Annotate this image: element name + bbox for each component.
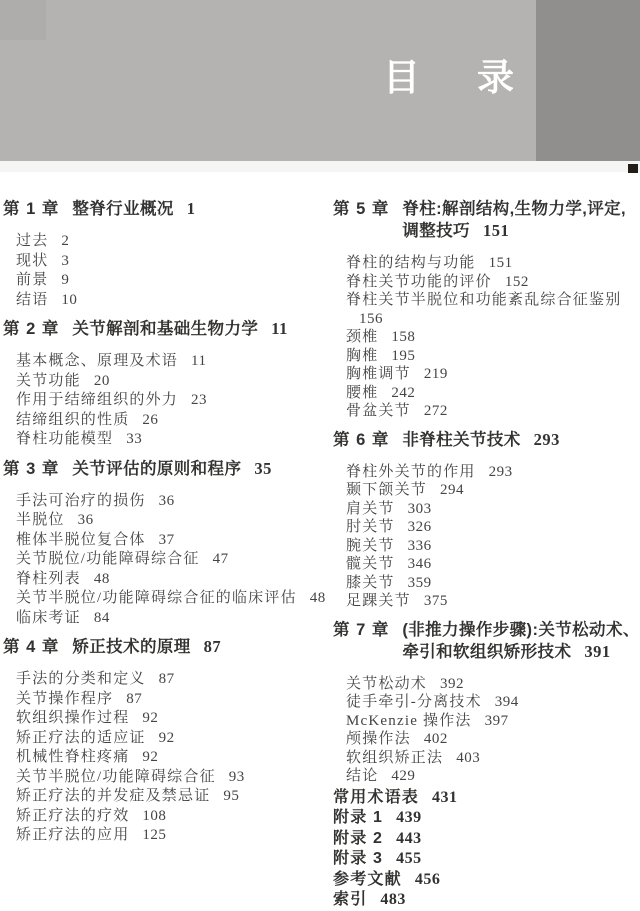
toc-item-page-number: 242 (391, 384, 416, 401)
toc-item-title: 结论 (346, 768, 379, 784)
chapter-heading (3, 198, 333, 220)
toc-item (3, 807, 333, 827)
toc-item-title: 关节半脱位/功能障碍综合征的临床评估 (16, 590, 297, 606)
backmatter-item (333, 788, 640, 809)
header-banner (0, 0, 640, 161)
chapter-label: 第 6 章 (333, 430, 390, 449)
toc-item (333, 347, 640, 366)
toc-item-title: 机械性脊柱疼痛 (16, 749, 130, 765)
backmatter-page-number: 483 (380, 891, 406, 908)
toc-item-page-number: 3 (61, 252, 70, 269)
chapter-page-number: 87 (203, 637, 222, 656)
toc-item-title: 关节半脱位/功能障碍综合征 (16, 768, 216, 785)
toc-item (333, 574, 640, 593)
toc-item (333, 402, 640, 421)
toc-item (3, 709, 333, 729)
toc-item-title: 徒手牵引-分离技术 (346, 694, 482, 710)
toc-item-page-number: 95 (223, 788, 240, 804)
chapter-label: 第 3 章 (3, 459, 60, 478)
toc-item-title: 关节脱位/功能障碍综合征 (16, 551, 200, 567)
toc-item (333, 291, 640, 328)
toc-item (3, 768, 333, 788)
corner-mark (628, 164, 638, 173)
toc-item-page-number: 158 (391, 329, 416, 345)
toc-item-title: 结语 (16, 291, 49, 308)
backmatter-item (333, 849, 640, 870)
toc-chapter (333, 198, 640, 421)
toc-item-title: 颈椎 (346, 329, 379, 345)
chapter-title: 整脊行业概况 1 (72, 199, 196, 218)
toc-item-page-number: 359 (407, 574, 432, 591)
toc-item (333, 592, 640, 611)
toc-item-title: 脊柱关节半脱位和功能紊乱综合征鉴别 (346, 292, 622, 308)
toc-item (333, 767, 640, 786)
toc-item-title: 软组织操作过程 (16, 710, 130, 726)
toc-item (3, 550, 333, 570)
toc-item (333, 365, 640, 384)
toc-item (3, 690, 333, 710)
toc-item-page-number: 10 (61, 291, 78, 308)
toc-chapter (3, 458, 333, 629)
toc-item (3, 609, 333, 629)
toc-item-title: 矫正疗法的并发症及禁忌证 (16, 788, 211, 804)
toc-item-title: 腰椎 (346, 384, 379, 401)
toc-item-title: 矫正疗法的疗效 (16, 807, 130, 824)
chapter-label: 第 4 章 (3, 638, 60, 656)
banner-dark-panel (536, 0, 640, 161)
toc-item-page-number: 48 (309, 590, 326, 606)
toc-item-page-number: 219 (423, 366, 448, 382)
toc-item-page-number: 9 (61, 272, 70, 288)
toc-item-page-number: 272 (423, 403, 448, 419)
toc-item-page-number: 87 (126, 690, 143, 707)
toc-item (3, 670, 333, 690)
toc-item-page-number: 47 (212, 551, 229, 567)
toc-item (3, 430, 333, 450)
toc-item-page-number: 152 (504, 273, 529, 290)
toc-item-title: 脊柱关节功能的评价 (346, 273, 492, 290)
toc-item-title: 脊柱的结构与功能 (346, 255, 476, 271)
toc-item (3, 372, 333, 392)
toc-item-page-number: 93 (228, 768, 245, 785)
backmatter-title: 索引 (333, 891, 368, 908)
chapter-page-number: 151 (482, 221, 510, 240)
toc-item (333, 675, 640, 694)
chapter-page-number: 35 (254, 458, 272, 478)
toc-item (333, 537, 640, 556)
toc-item-title: 临床考证 (16, 609, 81, 626)
toc-item-title: 肩关节 (346, 500, 395, 517)
backmatter-item (333, 890, 640, 911)
toc-chapter (333, 429, 640, 611)
toc-item (3, 570, 333, 590)
toc-item-title: 前景 (16, 272, 49, 288)
toc-item-page-number: 92 (142, 749, 159, 765)
toc-item (3, 826, 333, 846)
toc-item (3, 252, 333, 272)
toc-item-title: 肘关节 (346, 519, 395, 535)
toc-item-page-number: 195 (391, 347, 416, 364)
toc-item (333, 712, 640, 731)
toc-item (3, 511, 333, 531)
chapter-heading (333, 198, 640, 242)
toc-chapter (333, 619, 640, 786)
toc-item-page-number: 36 (158, 492, 175, 509)
backmatter-page-number: 439 (396, 809, 422, 826)
toc-item-page-number: 156 (359, 310, 383, 327)
toc-item (333, 273, 640, 292)
backmatter-page-number: 431 (432, 788, 458, 806)
backmatter-title: 参考文献 (333, 870, 402, 888)
toc-item (333, 481, 640, 500)
toc-item-page-number: 87 (158, 671, 175, 687)
toc-item-page-number: 26 (142, 411, 159, 428)
toc-chapter (3, 636, 333, 846)
toc-item (3, 589, 333, 609)
toc-chapter (3, 318, 333, 450)
backmatter-item (333, 829, 640, 850)
toc-item-page-number: 36 (77, 512, 94, 528)
toc-item (333, 749, 640, 768)
toc-item (3, 291, 333, 311)
chapter-title: 关节评估的原则和程序 35 (72, 458, 272, 478)
toc-item-title: 关节功能 (16, 372, 81, 389)
toc-item-page-number: 2 (61, 233, 70, 249)
backmatter-item (333, 870, 640, 891)
toc-item (3, 748, 333, 768)
chapter-heading (333, 619, 640, 663)
toc-item-page-number: 23 (191, 392, 208, 408)
toc-item (3, 787, 333, 807)
toc-item-page-number: 293 (488, 463, 513, 480)
backmatter-title: 附录 2 (333, 829, 384, 847)
chapter-label: 第 2 章 (3, 320, 60, 338)
toc-item-title: 椎体半脱位复合体 (16, 531, 146, 548)
toc-item-title: 关节操作程序 (16, 690, 114, 707)
toc-item-title: 胸椎调节 (346, 366, 411, 382)
toc-item-page-number: 346 (407, 556, 432, 572)
chapter-title: (非推力操作步骤):关节松动术、牵引和软组织矫形技术 391 (402, 620, 640, 661)
toc-item (3, 531, 333, 551)
toc-item (3, 391, 333, 411)
toc-chapter (3, 198, 333, 310)
chapter-heading (3, 636, 333, 658)
toc-item-title: 脊柱外关节的作用 (346, 463, 476, 480)
toc-item-page-number: 11 (191, 353, 207, 369)
chapter-heading (3, 318, 333, 340)
toc-item-title: 胸椎 (346, 347, 379, 364)
toc-item-title: 髋关节 (346, 556, 395, 572)
toc-item-title: 脊柱列表 (16, 570, 81, 587)
chapter-heading (333, 429, 640, 451)
toc-item (333, 500, 640, 519)
toc-backmatter (333, 788, 640, 911)
toc-item-title: 现状 (16, 252, 49, 269)
toc-item (333, 693, 640, 712)
toc-item-page-number: 392 (440, 675, 465, 692)
toc-item-title: McKenzie 操作法 (346, 712, 472, 729)
toc-item-title: 矫正疗法的适应证 (16, 729, 146, 746)
banner-corner-square (0, 0, 46, 40)
toc-item-title: 软组织矫正法 (346, 749, 444, 766)
backmatter-page-number: 443 (396, 829, 422, 847)
toc-item-page-number: 37 (158, 531, 175, 548)
toc-item (333, 518, 640, 537)
toc-item-title: 颅操作法 (346, 731, 411, 747)
backmatter-title: 附录 1 (333, 809, 384, 826)
backmatter-title: 附录 3 (333, 850, 384, 867)
toc-item-page-number: 92 (142, 710, 159, 726)
toc-item-page-number: 402 (423, 731, 448, 747)
toc-item-title: 过去 (16, 233, 49, 249)
toc-item-page-number: 92 (158, 729, 175, 746)
chapter-title: 矫正技术的原理 87 (72, 637, 222, 656)
backmatter-page-number: 455 (396, 850, 422, 867)
toc-item-page-number: 151 (488, 255, 513, 271)
chapter-title: 关节解剖和基础生物力学 11 (72, 319, 288, 338)
toc-item-title: 颞下颌关节 (346, 482, 428, 498)
toc-item (3, 232, 333, 252)
toc-item (333, 730, 640, 749)
toc-item-page-number: 33 (126, 431, 143, 447)
toc-content (0, 172, 640, 911)
toc-item (333, 328, 640, 347)
toc-column-left (3, 198, 333, 911)
chapter-heading (3, 458, 333, 480)
toc-item-title: 手法可治疗的损伤 (16, 492, 146, 509)
page-title: 目 录 (383, 57, 524, 98)
toc-item (3, 352, 333, 372)
toc-item-title: 作用于结缔组织的外力 (16, 392, 179, 408)
chapter-page-number: 11 (271, 319, 288, 338)
toc-item-page-number: 108 (142, 807, 167, 824)
chapter-page-number: 293 (533, 429, 560, 449)
toc-item-page-number: 403 (456, 749, 481, 766)
toc-item-title: 手法的分类和定义 (16, 671, 146, 687)
toc-item (3, 729, 333, 749)
toc-item-page-number: 336 (407, 537, 432, 554)
toc-item-page-number: 326 (407, 519, 432, 535)
chapter-label: 第 1 章 (3, 200, 60, 218)
toc-item-page-number: 20 (93, 372, 110, 389)
divider-strip (0, 161, 640, 172)
toc-item-page-number: 303 (407, 500, 432, 517)
toc-item-title: 结缔组织的性质 (16, 411, 130, 428)
chapter-title: 脊柱:解剖结构,生物力学,评定,调整技巧 151 (402, 200, 627, 240)
toc-item-title: 矫正疗法的应用 (16, 827, 130, 843)
toc-item-title: 基本概念、原理及术语 (16, 353, 179, 369)
toc-item-title: 膝关节 (346, 574, 395, 591)
toc-column-right (333, 198, 640, 911)
toc-item-title: 半脱位 (16, 512, 65, 528)
toc-item-page-number: 394 (494, 694, 519, 710)
backmatter-page-number: 456 (414, 870, 441, 888)
toc-item-page-number: 294 (440, 482, 465, 498)
toc-item (3, 492, 333, 512)
toc-item (333, 555, 640, 574)
toc-item-title: 脊柱功能模型 (16, 431, 114, 447)
toc-item-page-number: 125 (142, 827, 167, 843)
toc-item-title: 骨盆关节 (346, 403, 411, 419)
toc-item-page-number: 48 (93, 570, 110, 587)
toc-item-page-number: 84 (93, 609, 110, 626)
chapter-label: 第 7 章 (333, 620, 390, 639)
toc-item (3, 271, 333, 291)
toc-item (3, 411, 333, 431)
chapter-label: 第 5 章 (333, 200, 390, 218)
backmatter-title: 常用术语表 (333, 788, 420, 806)
toc-item (333, 254, 640, 273)
toc-item-page-number: 429 (391, 768, 416, 784)
toc-item-title: 关节松动术 (346, 675, 428, 692)
chapter-title: 非脊柱关节技术 293 (402, 429, 560, 449)
chapter-page-number: 391 (584, 641, 611, 661)
backmatter-item (333, 808, 640, 829)
toc-item-page-number: 375 (423, 593, 448, 609)
toc-item-title: 足踝关节 (346, 593, 411, 609)
toc-item-title: 腕关节 (346, 537, 395, 554)
toc-item-page-number: 397 (484, 712, 509, 729)
chapter-page-number: 1 (186, 199, 196, 218)
toc-item (333, 463, 640, 482)
toc-item (333, 384, 640, 403)
